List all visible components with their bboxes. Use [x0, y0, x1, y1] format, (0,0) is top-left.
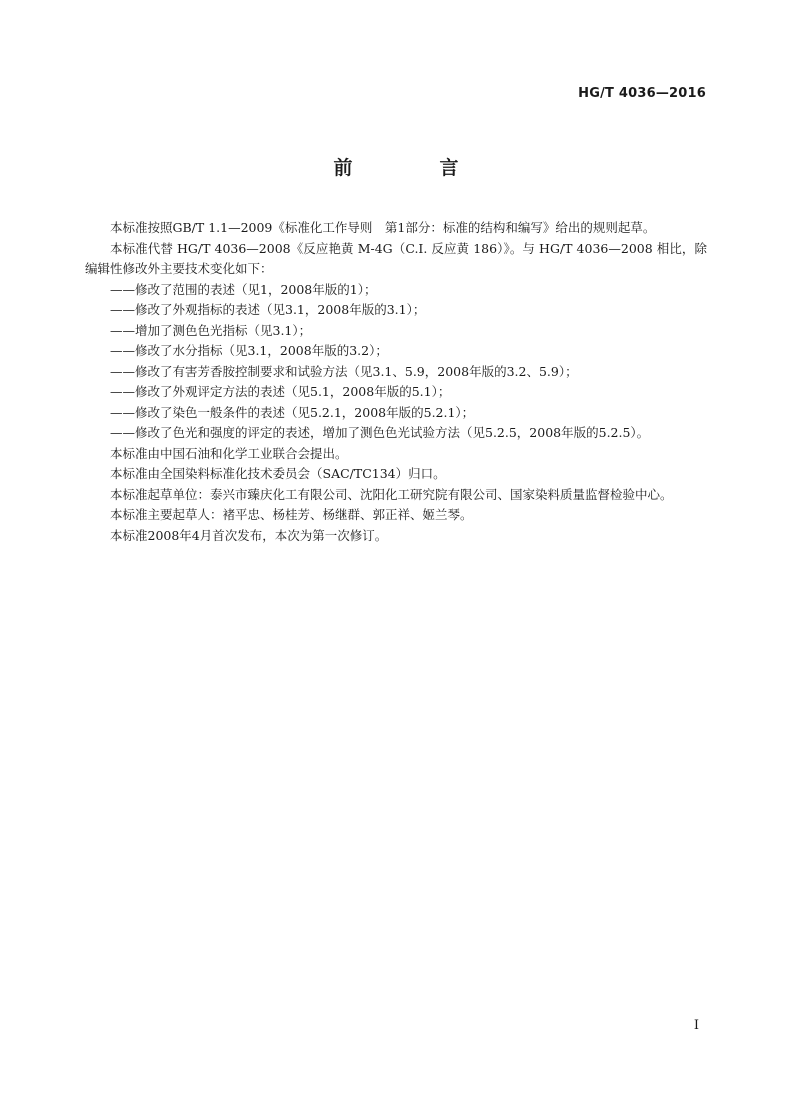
paragraph-replacement-note: 本标准代替 HG/T 4036—2008《反应艳黄 M-4G（C.I. 反应黄 186）》。与 HG/T 4036—2008 相比，除编辑性修改外主要技术变化如下： [85, 240, 707, 276]
list-item: ——修改了色光和强度的评定的表述，增加了测色色光试验方法（见5.2.5，2008年版的5.2.5）。 [110, 425, 650, 440]
page-title: 前 言 [333, 157, 493, 179]
paragraph-committee: 本标准由全国染料标准化技术委员会（SAC/TC134）归口。 [110, 466, 446, 481]
list-item: ——修改了外观指标的表述（见3.1，2008年版的3.1）； [110, 302, 426, 317]
changes-list [85, 280, 707, 444]
list-item: ——修改了水分指标（见3.1，2008年版的3.2）； [110, 343, 388, 358]
paragraph-publication-history: 本标准2008年4月首次发布，本次为第一次修订。 [110, 527, 388, 543]
list-item: ——修改了染色一般条件的表述（见5.2.1，2008年版的5.2.1）； [110, 404, 475, 420]
paragraph-proposer: 本标准由中国石油和化学工业联合会提出。 [110, 445, 348, 461]
page-number: I [693, 1018, 699, 1033]
foreword-body [85, 218, 707, 546]
list-item: ——修改了有害芳香胺控制要求和试验方法（见3.1、5.9，2008年版的3.2、5.9）； [110, 363, 578, 379]
paragraph-drafting-units: 本标准起草单位：泰兴市臻庆化工有限公司、沈阳化工研究院有限公司、国家染料质量监督检验中心。 [110, 486, 673, 502]
list-item: ——修改了范围的表述（见1，2008年版的1）； [110, 281, 377, 297]
paragraph-drafting-rules: 本标准按照GB/T 1.1—2009《标准化工作导则 第1部分：标准的结构和编写》给出的规则起草。 [110, 220, 656, 235]
list-item: ——修改了外观评定方法的表述（见5.1，2008年版的5.1）； [110, 384, 451, 399]
paragraph-drafters: 本标准主要起草人：褚平忠、杨桂芳、杨继群、郭正祥、姬兰琴。 [110, 507, 473, 522]
standard-code: HG/T 4036—2016 [578, 86, 706, 101]
list-item: ——增加了测色色光指标（见3.1）； [110, 322, 312, 338]
